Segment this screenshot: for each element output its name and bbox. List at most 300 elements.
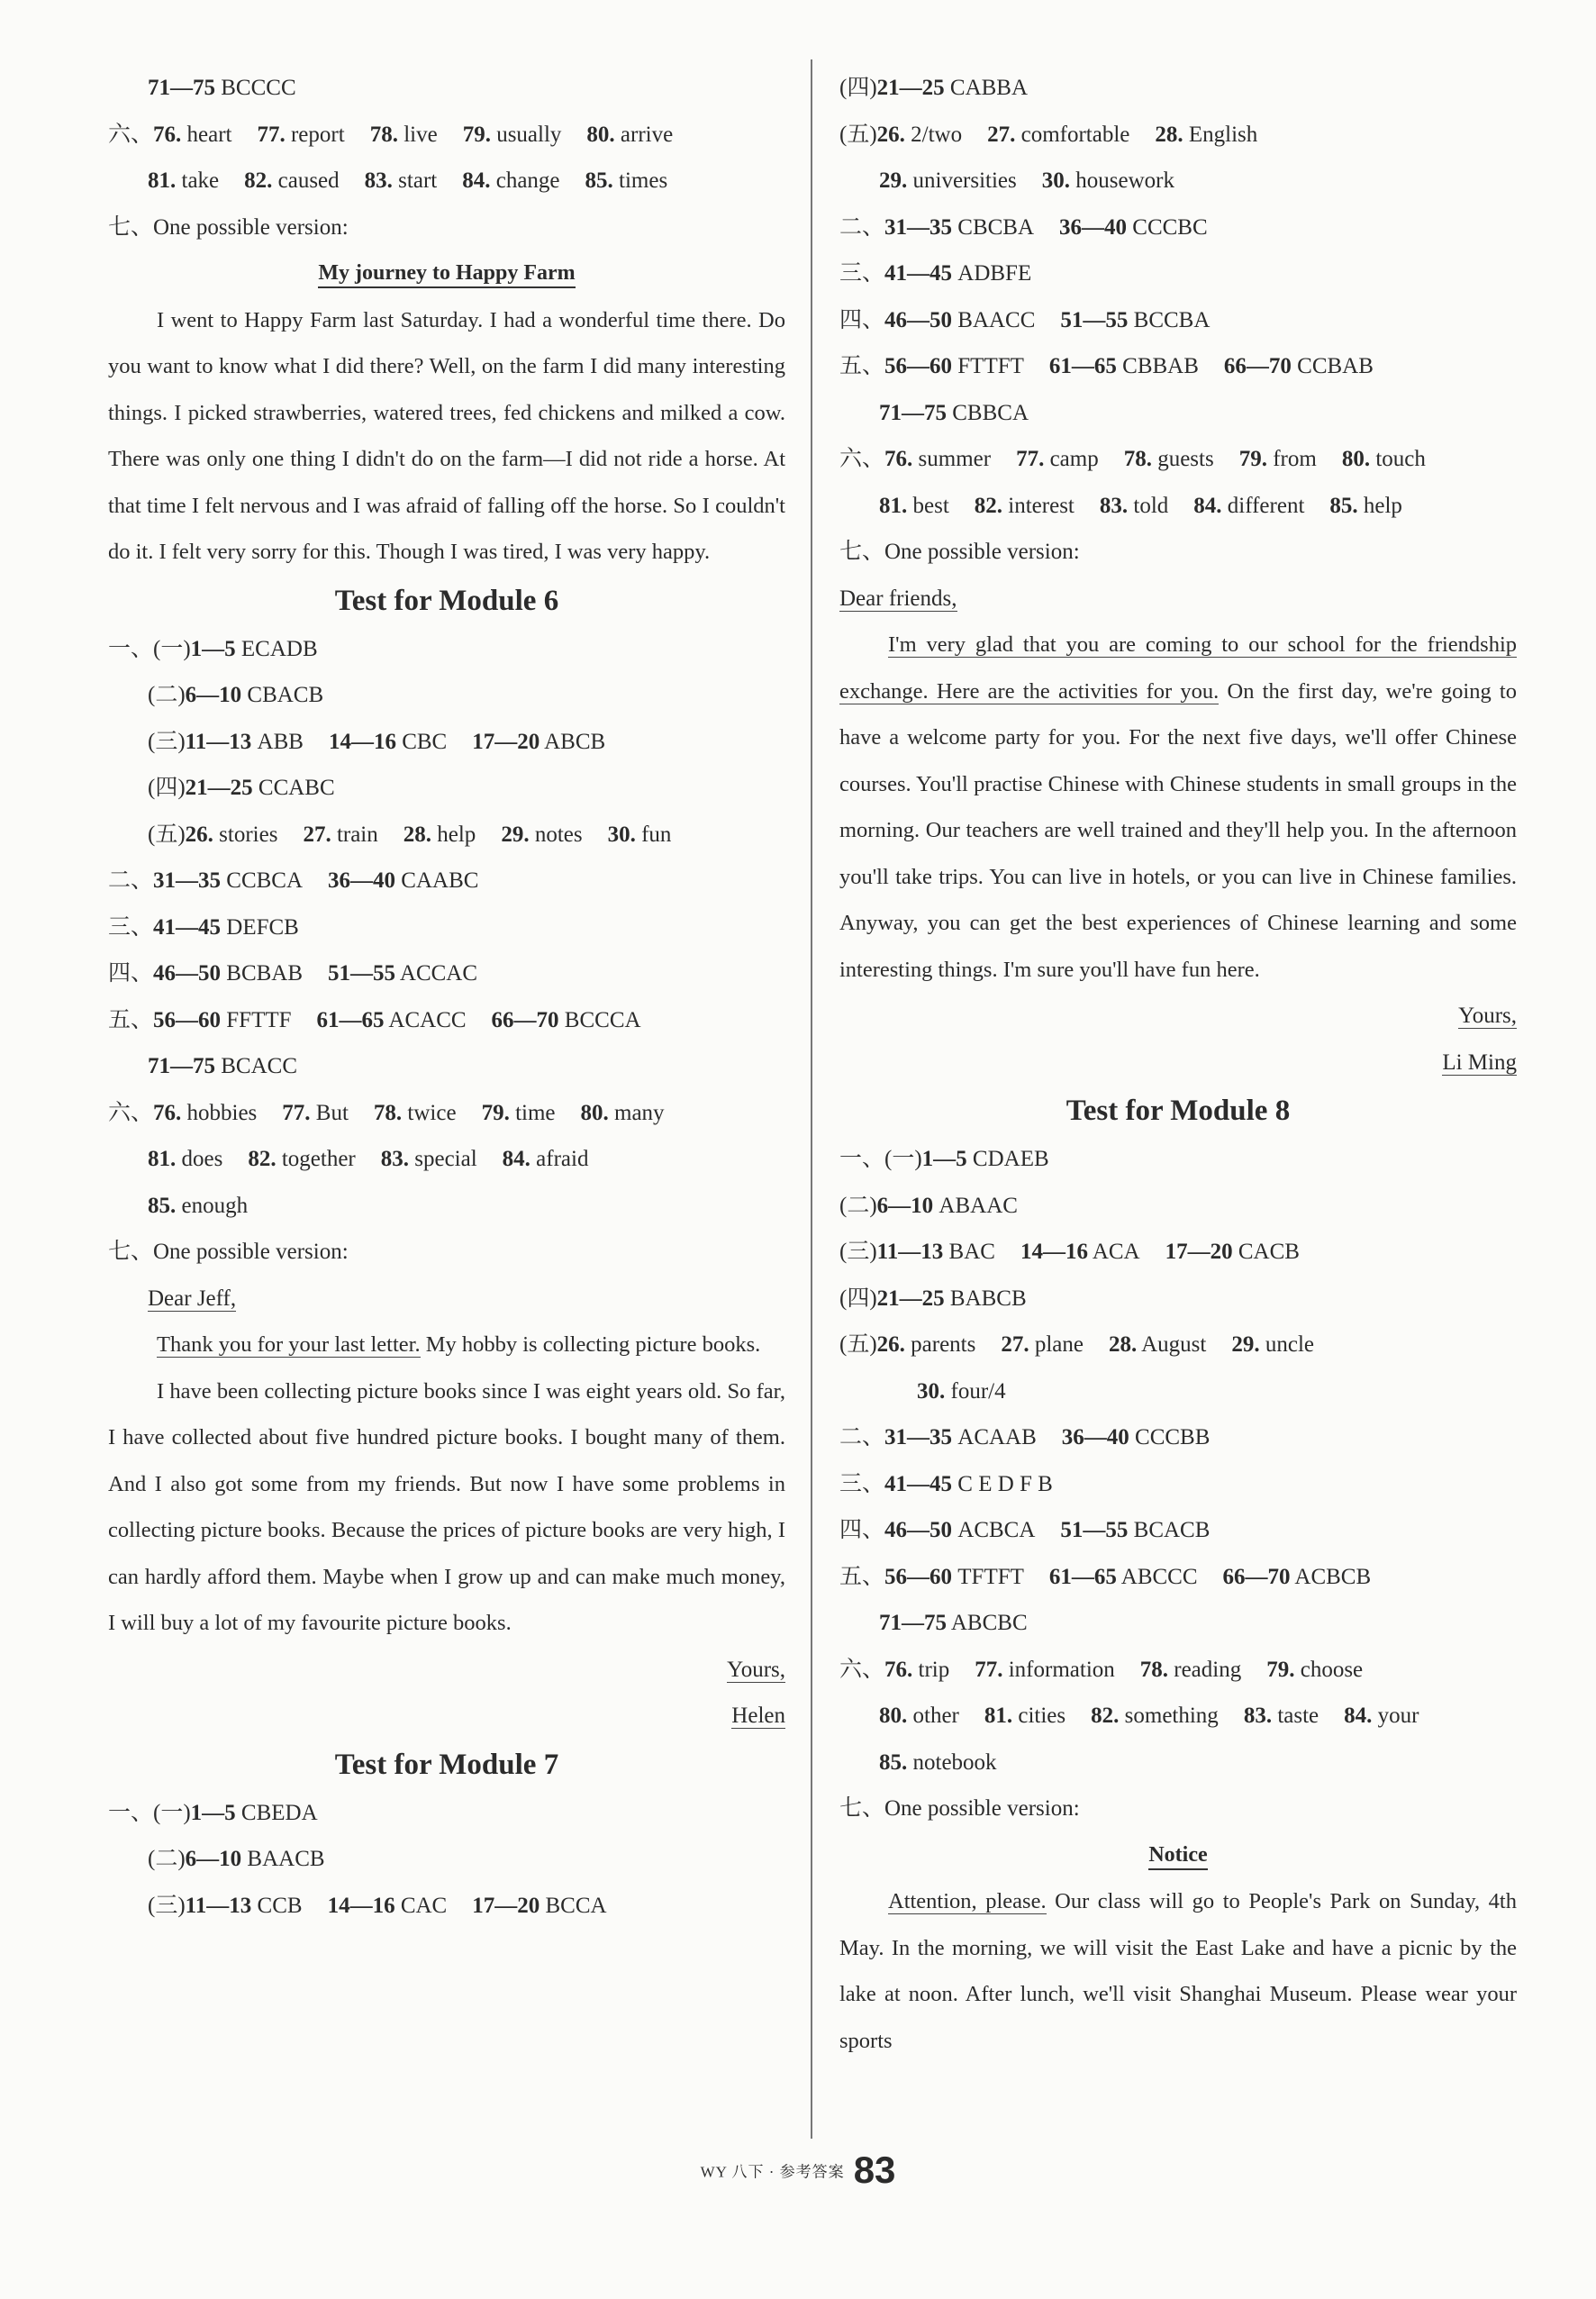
answer-text: (三) [148, 1893, 186, 1918]
page-number: 83 [853, 2149, 896, 2191]
question-number: 30. [607, 822, 636, 847]
section-heading: Test for Module 7 [334, 1748, 559, 1781]
answer-text: take [181, 168, 220, 193]
answer-text: 五、 [108, 1007, 154, 1032]
essay-paragraph [108, 1368, 785, 1647]
question-number: 77. [975, 1657, 1003, 1682]
essay-paragraph [108, 1322, 785, 1368]
question-number: 80. [1341, 447, 1371, 471]
signoff [839, 993, 1517, 1040]
question-number: 26. [185, 822, 213, 847]
question-number: 31—35 [884, 214, 953, 240]
answer-text: ACCAC [399, 961, 478, 986]
question-number: 27. [1001, 1332, 1029, 1357]
answer-text: 七、One possible version: [108, 214, 349, 240]
question-number: 41—45 [884, 261, 953, 286]
question-number: 81. [148, 1147, 177, 1171]
answer-text: touch [1375, 447, 1426, 471]
answer-line [108, 65, 785, 112]
answer-text: (四) [839, 1286, 877, 1311]
question-number: 82. [974, 493, 1003, 518]
answer-line [108, 1883, 785, 1930]
answer-line [839, 158, 1517, 204]
answer-text: (四) [839, 76, 877, 100]
answer-text: taste [1277, 1704, 1319, 1728]
answer-text: BAACC [957, 307, 1036, 332]
answer-text: does [181, 1147, 223, 1171]
answer-text: from [1273, 447, 1317, 471]
question-number: 36—40 [1059, 214, 1128, 240]
answer-text: ABCCC [1120, 1564, 1198, 1589]
answer-text: ABB [257, 729, 304, 754]
answer-text: CCBAB [1297, 354, 1374, 378]
question-number: 77. [257, 122, 286, 147]
signoff-text: Yours, [727, 1657, 785, 1682]
answer-line [108, 204, 785, 251]
answer-line [108, 812, 785, 859]
answer-text: ABCB [544, 729, 606, 754]
question-number: 66—70 [491, 1007, 559, 1032]
answer-line [839, 1183, 1517, 1230]
answer-line [108, 112, 785, 159]
question-number: 17—20 [472, 729, 540, 754]
answer-text: heart [186, 122, 232, 147]
answer-line [108, 1136, 785, 1183]
answer-text: CBACB [247, 683, 324, 707]
salutation: Dear Jeff, [148, 1286, 237, 1311]
answer-text: (五) [148, 822, 186, 847]
signoff [839, 1040, 1517, 1086]
answer-text: BCCBA [1133, 307, 1211, 332]
answer-text: FTTFT [957, 354, 1024, 378]
answer-text: 二、 [839, 1425, 885, 1449]
answer-text: (二) [148, 683, 186, 707]
answer-text: parents [911, 1332, 976, 1357]
answer-text: 七、One possible version: [839, 1796, 1080, 1821]
question-number: 28. [1109, 1332, 1138, 1357]
answer-text: your [1377, 1704, 1419, 1728]
question-number: 76. [153, 122, 182, 147]
answer-line [839, 1693, 1517, 1740]
column-divider [811, 59, 812, 2139]
answer-text: ACACC [388, 1007, 467, 1032]
answer-line [839, 1276, 1517, 1322]
answer-text: afraid [536, 1147, 589, 1171]
question-number: 81. [148, 168, 177, 193]
answer-line [839, 1740, 1517, 1786]
answer-text: ABCBC [950, 1611, 1028, 1635]
answer-line [839, 1136, 1517, 1183]
answer-text: many [614, 1100, 665, 1125]
answer-text: 2/two [911, 122, 963, 147]
answer-text: BAACB [247, 1847, 325, 1871]
answer-text: BCCCC [221, 76, 296, 100]
answer-text: BABCB [949, 1286, 1027, 1311]
question-number: 41—45 [884, 1471, 953, 1496]
essay-title [839, 1832, 1517, 1879]
answer-line [108, 1276, 785, 1322]
answer-text: CBBCA [952, 400, 1029, 425]
question-number: 46—50 [884, 307, 953, 332]
essay-paragraph [108, 297, 785, 576]
answer-text: BCCA [545, 1893, 607, 1918]
question-number: 17—20 [472, 1893, 540, 1918]
question-number: 77. [282, 1100, 311, 1125]
answer-line [839, 1786, 1517, 1832]
answer-line [108, 1183, 785, 1230]
answer-text: trip [918, 1657, 950, 1682]
answer-text: report [290, 122, 345, 147]
answer-text: TFTFT [957, 1564, 1024, 1589]
answer-text: hobbies [186, 1100, 258, 1125]
question-number: 71—75 [148, 1054, 215, 1078]
question-number: 85. [879, 1749, 908, 1775]
question-number: 71—75 [879, 1611, 947, 1635]
answer-text: caused [277, 168, 340, 193]
question-number: 11—13 [185, 1893, 252, 1918]
question-number: 78. [1123, 447, 1152, 471]
answer-text: CBC [402, 729, 448, 754]
answer-line [839, 65, 1517, 112]
answer-text: live [404, 122, 438, 147]
underlined-sentence: I'm very glad that you are coming to our school for the friendship exchange. Here are the activities for you. [839, 632, 1517, 704]
salutation: Dear friends, [839, 586, 957, 611]
answer-line [108, 1090, 785, 1137]
answer-text: 二、 [839, 214, 885, 240]
answer-text: 一、(一) [108, 1800, 191, 1825]
question-number: 81. [879, 493, 908, 518]
question-number: 46—50 [153, 961, 222, 986]
answer-line [108, 626, 785, 673]
question-number: 26. [876, 1332, 905, 1357]
question-number: 85. [585, 168, 613, 193]
answer-line [108, 1229, 785, 1276]
question-number: 36—40 [328, 868, 396, 893]
question-number: 85. [148, 1193, 177, 1218]
question-number: 82. [248, 1147, 277, 1171]
answer-line [839, 529, 1517, 576]
answer-text: start [398, 168, 438, 193]
answer-text: ACBCB [1294, 1564, 1372, 1589]
answer-text: CAC [400, 1893, 448, 1918]
question-number: 14—16 [327, 1893, 395, 1918]
answer-text: 六、 [839, 1657, 885, 1682]
question-number: 56—60 [884, 354, 953, 378]
answer-text: help [437, 822, 476, 847]
question-number: 51—55 [1060, 1518, 1129, 1542]
answer-text: 七、One possible version: [108, 1240, 349, 1264]
answer-text: camp [1049, 447, 1099, 471]
answer-text: arrive [620, 122, 674, 147]
question-number: 6—10 [185, 683, 242, 707]
answer-line [108, 1043, 785, 1090]
answer-line [839, 297, 1517, 344]
question-number: 1—5 [190, 636, 236, 661]
answer-text: ECADB [240, 636, 318, 661]
answer-text: information [1008, 1657, 1115, 1682]
answer-line [108, 765, 785, 812]
answer-text: interest [1008, 493, 1075, 518]
answer-text: reading [1174, 1657, 1242, 1682]
question-number: 83. [364, 168, 393, 193]
answer-text: universities [912, 168, 1017, 193]
question-number: 83. [1099, 493, 1129, 518]
question-number: 66—70 [1222, 1564, 1291, 1589]
question-number: 51—55 [1060, 307, 1129, 332]
answer-line [108, 1790, 785, 1837]
answer-line [108, 158, 785, 204]
answer-text: together [281, 1147, 356, 1171]
question-number: 61—65 [316, 1007, 385, 1032]
question-number: 14—16 [328, 729, 396, 754]
answer-text: CCCBC [1132, 214, 1208, 240]
answer-line [108, 672, 785, 719]
answer-line [108, 997, 785, 1044]
answer-line [839, 436, 1517, 483]
paragraph-text: I have been collecting picture books since I was eight years old. So far, I have collected about five hundred picture books. I bought many of them. And I also got some from my friends. But now I have some problems in collecting picture books. Because the prices of picture books are very high, I can hardly afford them. Maybe when I grow up and can make much money, I will buy a lot of my favourite picture books. [108, 1378, 785, 1635]
answer-text: comfortable [1020, 122, 1130, 147]
underlined-sentence: Thank you for your last letter. [157, 1332, 421, 1357]
question-number: 71—75 [148, 76, 215, 100]
question-number: 66—70 [1223, 354, 1292, 378]
answer-text: time [515, 1100, 556, 1125]
answer-text: CBCBA [957, 214, 1035, 240]
answer-text: BCBAB [226, 961, 304, 986]
answer-text: CABBA [949, 76, 1029, 100]
answer-line [839, 1322, 1517, 1368]
question-number: 21—25 [876, 76, 945, 100]
question-number: 30. [1041, 168, 1071, 193]
answer-text: 七、One possible version: [839, 540, 1080, 564]
question-number: 81. [984, 1704, 1013, 1728]
paragraph-text: On the first day, we're going to have a welcome party for you. For the next five days, we'll offer Chinese courses. You'll practise Chinese with Chinese students in small groups in the morning. Our teachers are well trained and they'll help you. In the afternoon you'll take trips. You can live in hotels, or you can live in Chinese families. Anyway, you can get the best experiences of Chinese learning and some interesting things. I'm sure you'll have fun here. [839, 678, 1517, 982]
question-number: 84. [1344, 1704, 1373, 1728]
answer-text: choose [1300, 1657, 1364, 1682]
answer-text: times [619, 168, 668, 193]
question-number: 29. [879, 168, 908, 193]
question-number: 76. [884, 447, 913, 471]
answer-text: plane [1034, 1332, 1084, 1357]
underlined-sentence: Attention, please. [888, 1889, 1047, 1913]
answer-text: CBBAB [1122, 354, 1199, 378]
question-number: 27. [303, 822, 331, 847]
question-number: 1—5 [190, 1800, 236, 1825]
question-number: 61—65 [1048, 354, 1117, 378]
question-number: 84. [462, 168, 491, 193]
question-number: 21—25 [185, 776, 253, 800]
question-number: 56—60 [884, 1564, 953, 1589]
answer-text: notes [534, 822, 583, 847]
answer-text: (二) [148, 1847, 186, 1871]
answer-text: 五、 [839, 1564, 885, 1589]
essay-paragraph [839, 1878, 1517, 2064]
answer-text: 一、(一) [108, 636, 191, 661]
answer-text: (三) [839, 1240, 877, 1264]
answer-text: (五) [839, 122, 877, 147]
answer-text: special [414, 1147, 477, 1171]
answer-text: train [336, 822, 378, 847]
answer-text: notebook [912, 1749, 997, 1775]
answer-text: CAABC [401, 868, 479, 893]
answer-text: DEFCB [226, 914, 299, 940]
answer-text: something [1124, 1704, 1219, 1728]
question-number: 71—75 [879, 400, 947, 425]
question-number: 80. [879, 1704, 908, 1728]
answer-text: BCACC [221, 1054, 298, 1078]
answer-line [839, 204, 1517, 251]
answer-text: 四、 [108, 961, 154, 986]
signoff-text: Helen [731, 1704, 785, 1728]
answer-text: cities [1018, 1704, 1066, 1728]
left-column [108, 65, 785, 1929]
answer-text: C E D F B [957, 1471, 1053, 1496]
answer-line [839, 250, 1517, 297]
answer-text: 一、(一) [839, 1147, 922, 1171]
question-number: 83. [1243, 1704, 1273, 1728]
answer-text: twice [407, 1100, 457, 1125]
answer-text: guests [1157, 447, 1214, 471]
answer-text: change [495, 168, 560, 193]
question-number: 84. [502, 1147, 530, 1171]
answer-text: stories [219, 822, 278, 847]
answer-line [839, 1229, 1517, 1276]
answer-text: 六、 [108, 1100, 154, 1125]
answer-line [839, 1461, 1517, 1508]
answer-text: 五、 [839, 354, 885, 378]
answer-line [839, 1647, 1517, 1694]
right-column [839, 65, 1517, 2064]
essay-title [108, 250, 785, 297]
answer-line [108, 858, 785, 904]
answer-line [839, 390, 1517, 437]
answer-text: CCCBB [1135, 1425, 1211, 1449]
answer-line [108, 1836, 785, 1883]
answer-text: CCB [257, 1893, 303, 1918]
answer-line [108, 950, 785, 997]
question-number: 85. [1329, 493, 1358, 518]
answer-text: (五) [839, 1332, 877, 1357]
answer-text: other [912, 1704, 959, 1728]
question-number: 11—13 [185, 729, 252, 754]
question-number: 29. [1231, 1332, 1260, 1357]
answer-text: 六、 [108, 122, 154, 147]
answer-text: (三) [148, 729, 186, 754]
answer-text: 三、 [108, 914, 154, 940]
signoff [108, 1647, 785, 1694]
answer-line [108, 719, 785, 766]
answer-text: ADBFE [957, 261, 1032, 286]
question-number: 41—45 [153, 914, 222, 940]
answer-text: 二、 [108, 868, 154, 893]
answer-line [839, 1507, 1517, 1554]
answer-text: four/4 [950, 1378, 1006, 1404]
signoff [108, 1693, 785, 1740]
answer-text: 三、 [839, 1471, 885, 1496]
answer-line [839, 1600, 1517, 1647]
answer-text: 三、 [839, 261, 885, 286]
answer-text: different [1227, 493, 1305, 518]
question-number: 83. [380, 1147, 409, 1171]
answer-text: CCBCA [226, 868, 304, 893]
question-number: 51—55 [328, 961, 396, 986]
answer-line [108, 904, 785, 951]
paragraph-text: I went to Happy Farm last Saturday. I had a wonderful time there. Do you want to know what I did there? Well, on the farm I did many interesting things. I picked strawberries, watered trees, fed chickens and milked a cow. There was only one thing I didn't do on the farm—I did not ride a horse. At that time I felt nervous and I was afraid of falling off the horse. So I couldn't do it. I felt very sorry for this. Though I was tired, I was very happy. [108, 307, 785, 564]
answer-text: housework [1075, 168, 1174, 193]
answer-text: August [1141, 1332, 1207, 1357]
answer-text: uncle [1265, 1332, 1314, 1357]
question-number: 76. [153, 1100, 182, 1125]
answer-text: 六、 [839, 447, 885, 471]
question-number: 78. [1139, 1657, 1169, 1682]
answer-text: ABAAC [939, 1193, 1018, 1218]
answer-text: fun [641, 822, 672, 847]
question-number: 56—60 [153, 1007, 222, 1032]
question-number: 29. [501, 822, 530, 847]
question-number: 27. [987, 122, 1016, 147]
question-number: 80. [580, 1100, 609, 1125]
question-number: 82. [1091, 1704, 1120, 1728]
footer-label: WY 八下 · 参考答案 [700, 2163, 845, 2181]
question-number: 31—35 [884, 1425, 953, 1449]
answer-line [839, 1368, 1517, 1415]
question-number: 46—50 [884, 1518, 953, 1542]
page-footer [0, 2149, 1596, 2203]
question-number: 79. [462, 122, 491, 147]
question-number: 36—40 [1061, 1425, 1129, 1449]
answer-text: best [912, 493, 949, 518]
answer-line [839, 483, 1517, 530]
answer-text: But [315, 1100, 349, 1125]
answer-line [839, 576, 1517, 622]
answer-text: told [1133, 493, 1169, 518]
signoff-text: Li Ming [1442, 1050, 1517, 1075]
question-number: 30. [917, 1378, 946, 1404]
essay-paragraph [839, 622, 1517, 993]
essay-title-text: Notice [1148, 1843, 1207, 1870]
answer-text: CDAEB [972, 1147, 1049, 1171]
question-number: 79. [481, 1100, 510, 1125]
question-number: 79. [1266, 1657, 1295, 1682]
answer-text: ACA [1092, 1240, 1140, 1264]
answer-text: FFTTF [226, 1007, 292, 1032]
answer-text: BAC [948, 1240, 995, 1264]
answer-line [839, 343, 1517, 390]
answer-text: (二) [839, 1193, 877, 1218]
answer-text: enough [181, 1193, 249, 1218]
question-number: 28. [403, 822, 432, 847]
paragraph-text: My hobby is collecting picture books. [420, 1332, 761, 1357]
paragraph-text: Our class will go to People's Park on Sunday, 4th May. In the morning, we will visit the East Lake and have a picnic by the lake at noon. After lunch, we'll visit Shanghai Museum. Please wear your sports [839, 1889, 1517, 2053]
question-number: 6—10 [185, 1847, 242, 1871]
answer-text: BCCCA [564, 1007, 641, 1032]
question-number: 78. [373, 1100, 403, 1125]
question-number: 28. [1155, 122, 1183, 147]
question-number: 11—13 [876, 1240, 944, 1264]
question-number: 14—16 [1020, 1240, 1088, 1264]
question-number: 77. [1016, 447, 1045, 471]
question-number: 26. [876, 122, 905, 147]
answer-text: help [1363, 493, 1402, 518]
answer-text: English [1188, 122, 1258, 147]
answer-text: 四、 [839, 307, 885, 332]
answer-line [839, 112, 1517, 159]
question-number: 31—35 [153, 868, 222, 893]
question-number: 82. [244, 168, 273, 193]
question-number: 6—10 [876, 1193, 934, 1218]
answer-text: CBEDA [240, 1800, 318, 1825]
question-number: 17—20 [1165, 1240, 1233, 1264]
answer-text: CCABC [258, 776, 335, 800]
